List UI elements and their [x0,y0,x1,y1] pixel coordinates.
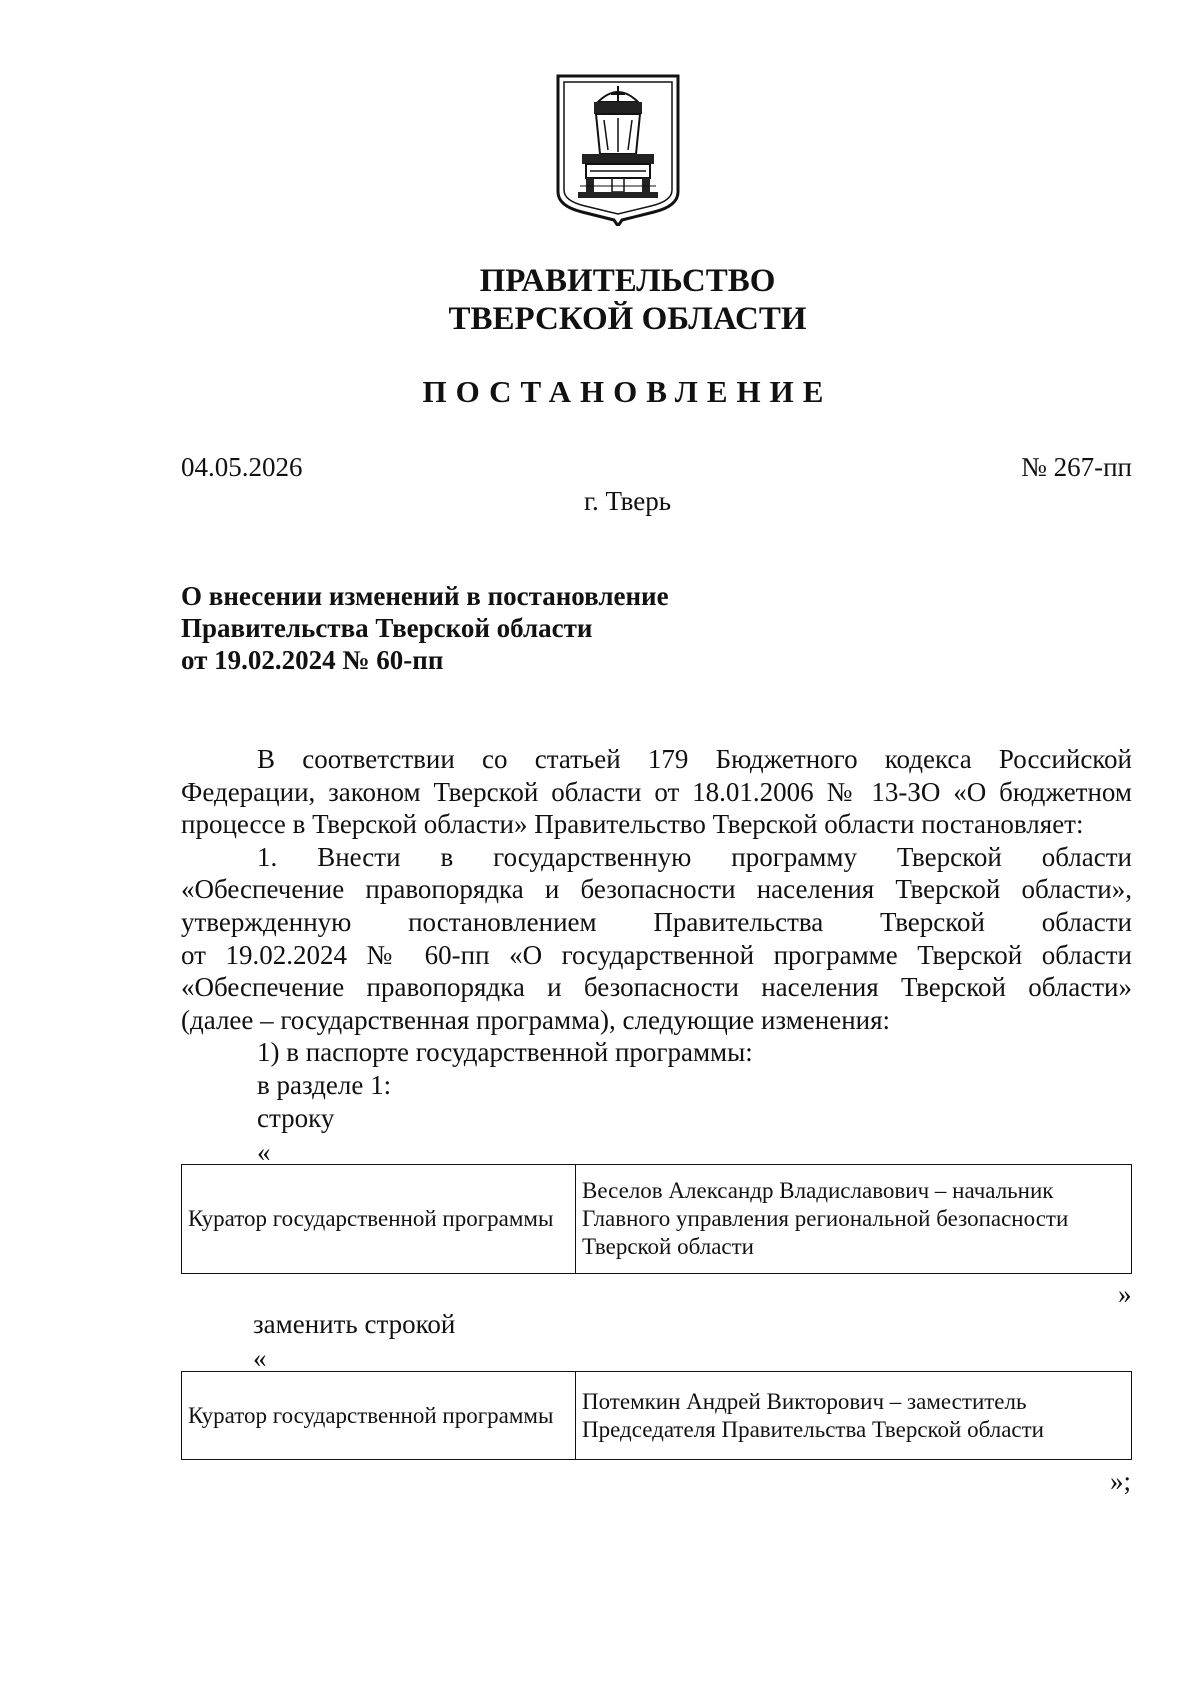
open-quote: « [253,1343,267,1373]
paragraph-line: от 19.02.2024 № 60-пп «О государственной программе Тверской области [181,939,1132,970]
table-row [182,1165,1132,1274]
table-cell-label [182,1165,576,1274]
paragraph-line: В соответствии со статьей 179 Бюджетного кодекса Российской [257,744,1132,774]
table-cell-label [182,1372,576,1460]
document-body [181,743,1132,1134]
document-date: 04.05.2026 [181,452,303,482]
old-row-table [181,1164,1132,1274]
document-city: г. Тверь [583,486,672,516]
cell-text: Веселов Александр Владиславович – начальник [582,1178,1054,1203]
document-number: № 267-пп [1021,452,1132,482]
paragraph-line: процессе в Тверской области» Правительство Тверской области постановляет: [181,809,1084,840]
tver-coat-of-arms-icon [556,74,680,226]
subject-line: Правительства Тверской области [181,613,593,643]
subject-line: от 19.02.2024 № 60-пп [181,645,444,675]
document-type: ПОСТАНОВЛЕНИЕ [422,374,833,409]
table-cell-value [576,1372,1132,1460]
close-quote: » [1118,1279,1132,1309]
list-item: 1) в паспорте государственной программы: [257,1037,753,1068]
cell-text: Куратор государственной программы [188,1402,554,1428]
open-quote: « [257,1137,271,1167]
close-quote-semicolon: »; [1110,1466,1132,1496]
list-item: в разделе 1: [257,1069,392,1100]
cell-text: Потемкин Андрей Викторович – заместитель [582,1388,1027,1414]
replace-with-text: заменить строкой [253,1309,456,1339]
paragraph-line: Федерации, законом Тверской области от 18.01.2006 № 13-ЗО «О бюджетном [181,776,1132,807]
paragraph-line: (далее – государственная программа), следующие изменения: [181,1004,891,1035]
subject-line: О внесении изменений в постановление [181,581,669,611]
paragraph-line: «Обеспечение правопорядка и безопасности населения Тверской области», [181,874,1132,905]
table-cell-value [576,1165,1132,1274]
paragraph-line: «Обеспечение правопорядка и безопасности населения Тверской области» [181,972,1132,1003]
document-subject [181,580,669,676]
government-name [0,262,1200,338]
list-item: строку [257,1102,335,1133]
new-row-table [181,1371,1132,1460]
cell-text: Председателя Правительства Тверской области [582,1416,1044,1442]
table-row [182,1372,1132,1460]
gov-title-line-2: ТВЕРСКОЙ ОБЛАСТИ [448,301,807,337]
paragraph-line: утвержденную постановлением Правительства Тверской области [181,906,1132,937]
cell-text: Куратор государственной программы [188,1206,554,1231]
gov-title-line-1: ПРАВИТЕЛЬСТВО [479,263,776,299]
cell-text: Тверской области [582,1234,754,1259]
cell-text: Главного управления региональной безопасности [582,1206,1069,1231]
paragraph-line: 1. Внести в государственную программу Тверской области [257,841,1132,872]
